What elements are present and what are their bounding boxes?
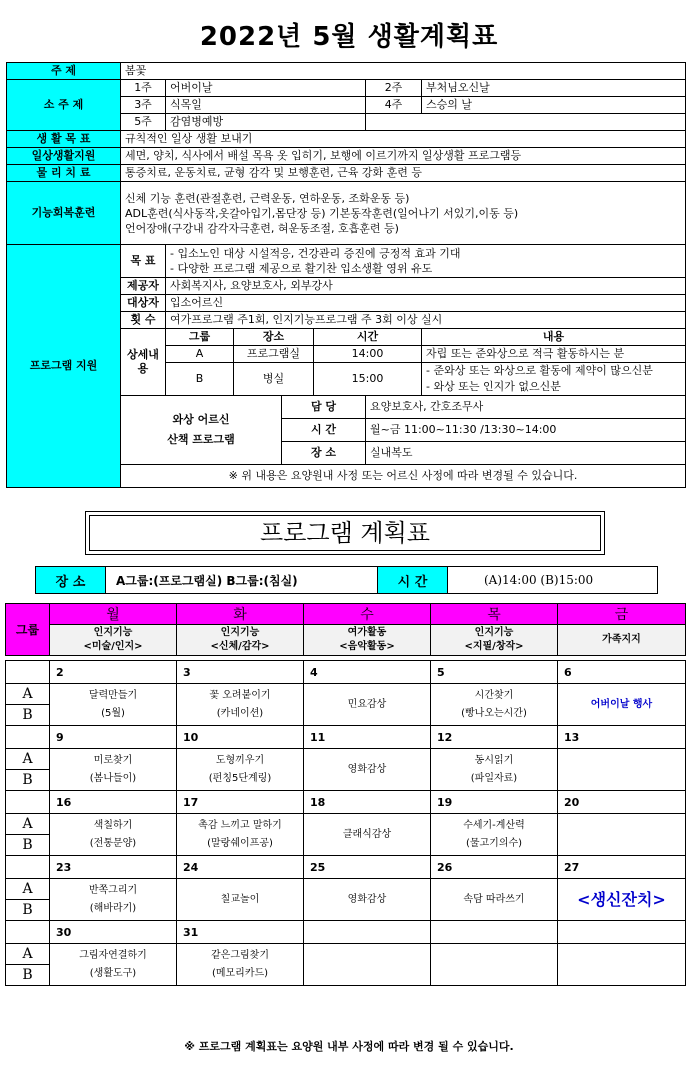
week-3-label: 3주 — [121, 97, 166, 114]
date-cell: 16 — [50, 791, 177, 814]
category-wed — [304, 625, 431, 656]
activity-cell — [177, 749, 304, 791]
date-cell — [431, 921, 558, 944]
activity-line: 반쪽그리기 — [88, 884, 138, 896]
calendar-spacer — [6, 921, 50, 944]
group-a-label: A — [6, 684, 50, 705]
activity-line: 도형끼우기 — [215, 754, 265, 766]
activity-line: 동시읽기 — [474, 754, 514, 766]
activity-cell — [177, 814, 304, 856]
category-fri — [558, 625, 686, 656]
calendar-spacer — [6, 791, 50, 814]
program-goal-value — [166, 245, 686, 278]
day-header-tue: 화 — [177, 604, 304, 625]
activity-line: 칠교놀이 — [220, 893, 260, 905]
group-a-label: A — [6, 879, 50, 900]
calendar-spacer — [6, 856, 50, 879]
program-goal-label: 목 표 — [121, 245, 166, 278]
date-cell: 20 — [558, 791, 686, 814]
program-label: 프로그램 지원 — [7, 245, 121, 488]
date-cell: 25 — [304, 856, 431, 879]
activity-cell — [558, 684, 686, 726]
detail-b-content-2: - 와상 또는 인지가 없으신분 — [422, 379, 686, 396]
category-thu — [431, 625, 558, 656]
date-cell: 18 — [304, 791, 431, 814]
week-1-value: 어버이날 — [166, 80, 366, 97]
date-cell — [304, 921, 431, 944]
plan-info-table — [35, 566, 658, 594]
activity-line: <생신잔치> — [577, 889, 666, 909]
activity-line: 같은그림찾기 — [211, 949, 269, 961]
category-sub: <신체/감각> — [210, 641, 270, 652]
category-label: 여가활동 — [347, 627, 387, 638]
activity-cell — [50, 814, 177, 856]
date-cell: 4 — [304, 661, 431, 684]
activity-line: 미로찾기 — [93, 754, 133, 766]
date-cell: 5 — [431, 661, 558, 684]
walk-program-label-2: 산책 프로그램 — [167, 433, 235, 446]
group-a-label: A — [6, 749, 50, 770]
activity-cell — [431, 879, 558, 921]
activity-cell — [304, 814, 431, 856]
activity-cell — [558, 749, 686, 791]
calendar-spacer — [6, 661, 50, 684]
info-place-label: 장 소 — [36, 567, 106, 594]
physio-label: 물 리 치 료 — [7, 165, 121, 182]
walk-staff-value: 요양보호사, 간호조무사 — [366, 396, 686, 419]
activity-cell — [50, 749, 177, 791]
activity-line: 색칠하기 — [93, 819, 133, 831]
week-3-value: 식목일 — [166, 97, 366, 114]
activity-line: (카네이션) — [216, 707, 264, 719]
walk-time-value: 월~금 11:00~11:30 /13:30~14:00 — [366, 419, 686, 442]
provider-value: 사회복지사, 요양보호사, 외부강사 — [166, 278, 686, 295]
walk-program-label-1: 와상 어르신 — [172, 413, 230, 426]
activity-line: (펀칭5단계링) — [208, 772, 272, 784]
walk-place-label: 장 소 — [282, 442, 366, 465]
activity-cell — [431, 749, 558, 791]
detail-b-place: 병실 — [234, 363, 314, 396]
activity-line: 꽃 오려붙이기 — [209, 689, 271, 701]
date-cell: 19 — [431, 791, 558, 814]
program-goal-line: - 입소노인 대상 시설적응, 건강관리 증진에 긍정적 효과 기대 — [170, 247, 461, 260]
detail-b-time: 15:00 — [314, 363, 422, 396]
activity-cell — [558, 814, 686, 856]
activity-cell — [304, 749, 431, 791]
target-label: 대상자 — [121, 295, 166, 312]
day-header-wed: 수 — [304, 604, 431, 625]
theme-label: 주 제 — [7, 63, 121, 80]
detail-header-content: 내용 — [422, 329, 686, 346]
footer-note: ※ 프로그램 계획표는 요양원 내부 사정에 따라 변경 될 수 있습니다. — [184, 1040, 514, 1053]
freq-value: 여가프로그램 주1회, 인지기능프로그램 주 3회 이상 실시 — [166, 312, 686, 329]
category-tue — [177, 625, 304, 656]
daily-value: 세면, 양치, 식사에서 배설 목욕 옷 입히기, 보행에 이르기까지 일상생활 프로그램등 — [121, 148, 686, 165]
activity-cell — [431, 814, 558, 856]
walk-staff-label: 담 당 — [282, 396, 366, 419]
detail-b-content-1: - 준와상 또는 와상으로 활동에 제약이 많으신분 — [422, 363, 686, 380]
week-1-label: 1주 — [121, 80, 166, 97]
day-header-fri: 금 — [558, 604, 686, 625]
date-cell: 24 — [177, 856, 304, 879]
date-cell: 23 — [50, 856, 177, 879]
activity-line: 달력만들기 — [88, 689, 138, 701]
detail-header-place: 장소 — [234, 329, 314, 346]
subtheme-label: 소 주 제 — [7, 80, 121, 131]
freq-label: 횟 수 — [121, 312, 166, 329]
activity-line: 클래식감상 — [342, 828, 392, 840]
activity-line: 어버이날 행사 — [590, 698, 653, 710]
calendar-table — [5, 660, 686, 986]
life-plan-table — [6, 62, 686, 488]
date-cell — [558, 921, 686, 944]
activity-cell — [558, 944, 686, 986]
provider-label: 제공자 — [121, 278, 166, 295]
program-goal-line: - 다양한 프로그램 제공으로 활기찬 입소생활 영위 유도 — [170, 262, 433, 275]
date-cell: 13 — [558, 726, 686, 749]
date-cell: 3 — [177, 661, 304, 684]
activity-line: (메모리카드) — [211, 967, 269, 979]
activity-line: (해바라기) — [89, 902, 137, 914]
activity-line: (5월) — [101, 707, 125, 719]
detail-a-time: 14:00 — [314, 346, 422, 363]
category-label: 인지기능 — [474, 627, 514, 638]
date-cell: 30 — [50, 921, 177, 944]
rehab-line: ADL훈련(식사동작,옷갈아입기,몸단장 등) 기본동작훈련(일어나기 서있기,이동 등) — [125, 206, 519, 220]
activity-cell — [177, 684, 304, 726]
goal-label: 생 활 목 표 — [7, 131, 121, 148]
activity-cell — [431, 944, 558, 986]
target-value: 입소어르신 — [166, 295, 686, 312]
program-note: ※ 위 내용은 요양원내 사정 또는 어르신 사정에 따라 변경될 수 있습니다. — [121, 465, 686, 488]
group-b-label: B — [6, 900, 50, 921]
week-4-value: 스승의 날 — [422, 97, 686, 114]
activity-line: 속담 따라쓰기 — [463, 893, 525, 905]
category-sub: <음악활동> — [339, 641, 395, 652]
date-cell: 6 — [558, 661, 686, 684]
activity-cell — [558, 879, 686, 921]
group-b-label: B — [6, 965, 50, 986]
detail-header-group: 그룹 — [166, 329, 234, 346]
activity-cell — [50, 879, 177, 921]
date-cell: 9 — [50, 726, 177, 749]
page-title: 2022년 5월 생활계획표 — [199, 22, 499, 52]
activity-line: 영화감상 — [347, 763, 387, 775]
activity-cell — [431, 684, 558, 726]
category-label: 가족지지 — [602, 634, 641, 645]
rehab-value — [121, 182, 686, 245]
week-5-value: 감염병예방 — [166, 114, 366, 131]
week-5-label: 5주 — [121, 114, 166, 131]
activity-line: (생활도구) — [89, 967, 137, 979]
group-header: 그룹 — [6, 604, 50, 656]
activity-line: 촉감 느끼고 말하기 — [198, 819, 282, 831]
activity-line: (전통문양) — [89, 837, 137, 849]
activity-cell — [177, 879, 304, 921]
goal-value: 규칙적인 일상 생활 보내기 — [121, 131, 686, 148]
category-label: 인지기능 — [220, 627, 260, 638]
activity-line: 민요감상 — [347, 698, 387, 710]
info-time-value: (A)14:00 (B)15:00 — [448, 567, 658, 594]
activity-line: (빵나오는시간) — [461, 707, 527, 719]
activity-cell — [50, 684, 177, 726]
activity-line: (파일자료) — [470, 772, 518, 784]
date-cell: 26 — [431, 856, 558, 879]
walk-place-value: 실내복도 — [366, 442, 686, 465]
detail-label: 상세내용 — [121, 329, 166, 396]
activity-line: 시간찾기 — [474, 689, 514, 701]
empty-cell — [366, 114, 686, 131]
daily-label: 일상생활지원 — [7, 148, 121, 165]
calendar-spacer — [6, 726, 50, 749]
category-sub: <지필/창작> — [464, 641, 524, 652]
info-place-value: A그룹:(프로그램실) B그룹:(침실) — [106, 567, 378, 594]
rehab-label: 기능회복훈련 — [7, 182, 121, 245]
activity-line: 영화감상 — [347, 893, 387, 905]
group-b-label: B — [6, 770, 50, 791]
activity-cell — [50, 944, 177, 986]
activity-cell — [304, 684, 431, 726]
week-4-label: 4주 — [366, 97, 422, 114]
activity-line: (물고기의수) — [465, 837, 523, 849]
walk-time-label: 시 간 — [282, 419, 366, 442]
rehab-line: 언어장애(구강내 감각자극훈련, 혀운동조절, 호흡훈련 등) — [125, 221, 399, 235]
activity-line: (봄나들이) — [89, 772, 137, 784]
activity-cell — [304, 944, 431, 986]
activity-line: 수세기-계산력 — [463, 819, 525, 831]
week-2-value: 부처님오신날 — [422, 80, 686, 97]
physio-value: 통증치료, 운동치료, 균형 감각 및 보행훈련, 근육 강화 훈련 등 — [121, 165, 686, 182]
group-a-label: A — [6, 944, 50, 965]
day-header-thu: 목 — [431, 604, 558, 625]
plan-title-box — [85, 511, 605, 555]
group-b-label: B — [6, 705, 50, 726]
date-cell: 27 — [558, 856, 686, 879]
activity-line: 그림자연결하기 — [79, 949, 147, 961]
date-cell: 31 — [177, 921, 304, 944]
category-label: 인지기능 — [93, 627, 133, 638]
category-sub: <미술/인지> — [83, 641, 143, 652]
detail-a-place: 프로그램실 — [234, 346, 314, 363]
day-header-mon: 월 — [50, 604, 177, 625]
date-cell: 2 — [50, 661, 177, 684]
date-cell: 11 — [304, 726, 431, 749]
walk-program-label — [121, 396, 282, 465]
activity-cell — [177, 944, 304, 986]
date-cell: 12 — [431, 726, 558, 749]
date-cell: 17 — [177, 791, 304, 814]
detail-b-group: B — [166, 363, 234, 396]
plan-title: 프로그램 계획표 — [89, 515, 601, 551]
category-mon — [50, 625, 177, 656]
detail-a-content: 자립 또는 준와상으로 적극 활동하시는 분 — [422, 346, 686, 363]
detail-a-group: A — [166, 346, 234, 363]
activity-cell — [304, 879, 431, 921]
group-a-label: A — [6, 814, 50, 835]
rehab-line: 신체 기능 훈련(관절훈련, 근력운동, 연하운동, 조화운동 등) — [125, 191, 410, 205]
theme-value: 봄꽃 — [121, 63, 686, 80]
week-2-label: 2주 — [366, 80, 422, 97]
group-b-label: B — [6, 835, 50, 856]
activity-line: (말랑쉐이프공) — [207, 837, 273, 849]
info-time-label: 시 간 — [378, 567, 448, 594]
detail-header-time: 시간 — [314, 329, 422, 346]
week-header-table — [5, 603, 686, 656]
date-cell: 10 — [177, 726, 304, 749]
